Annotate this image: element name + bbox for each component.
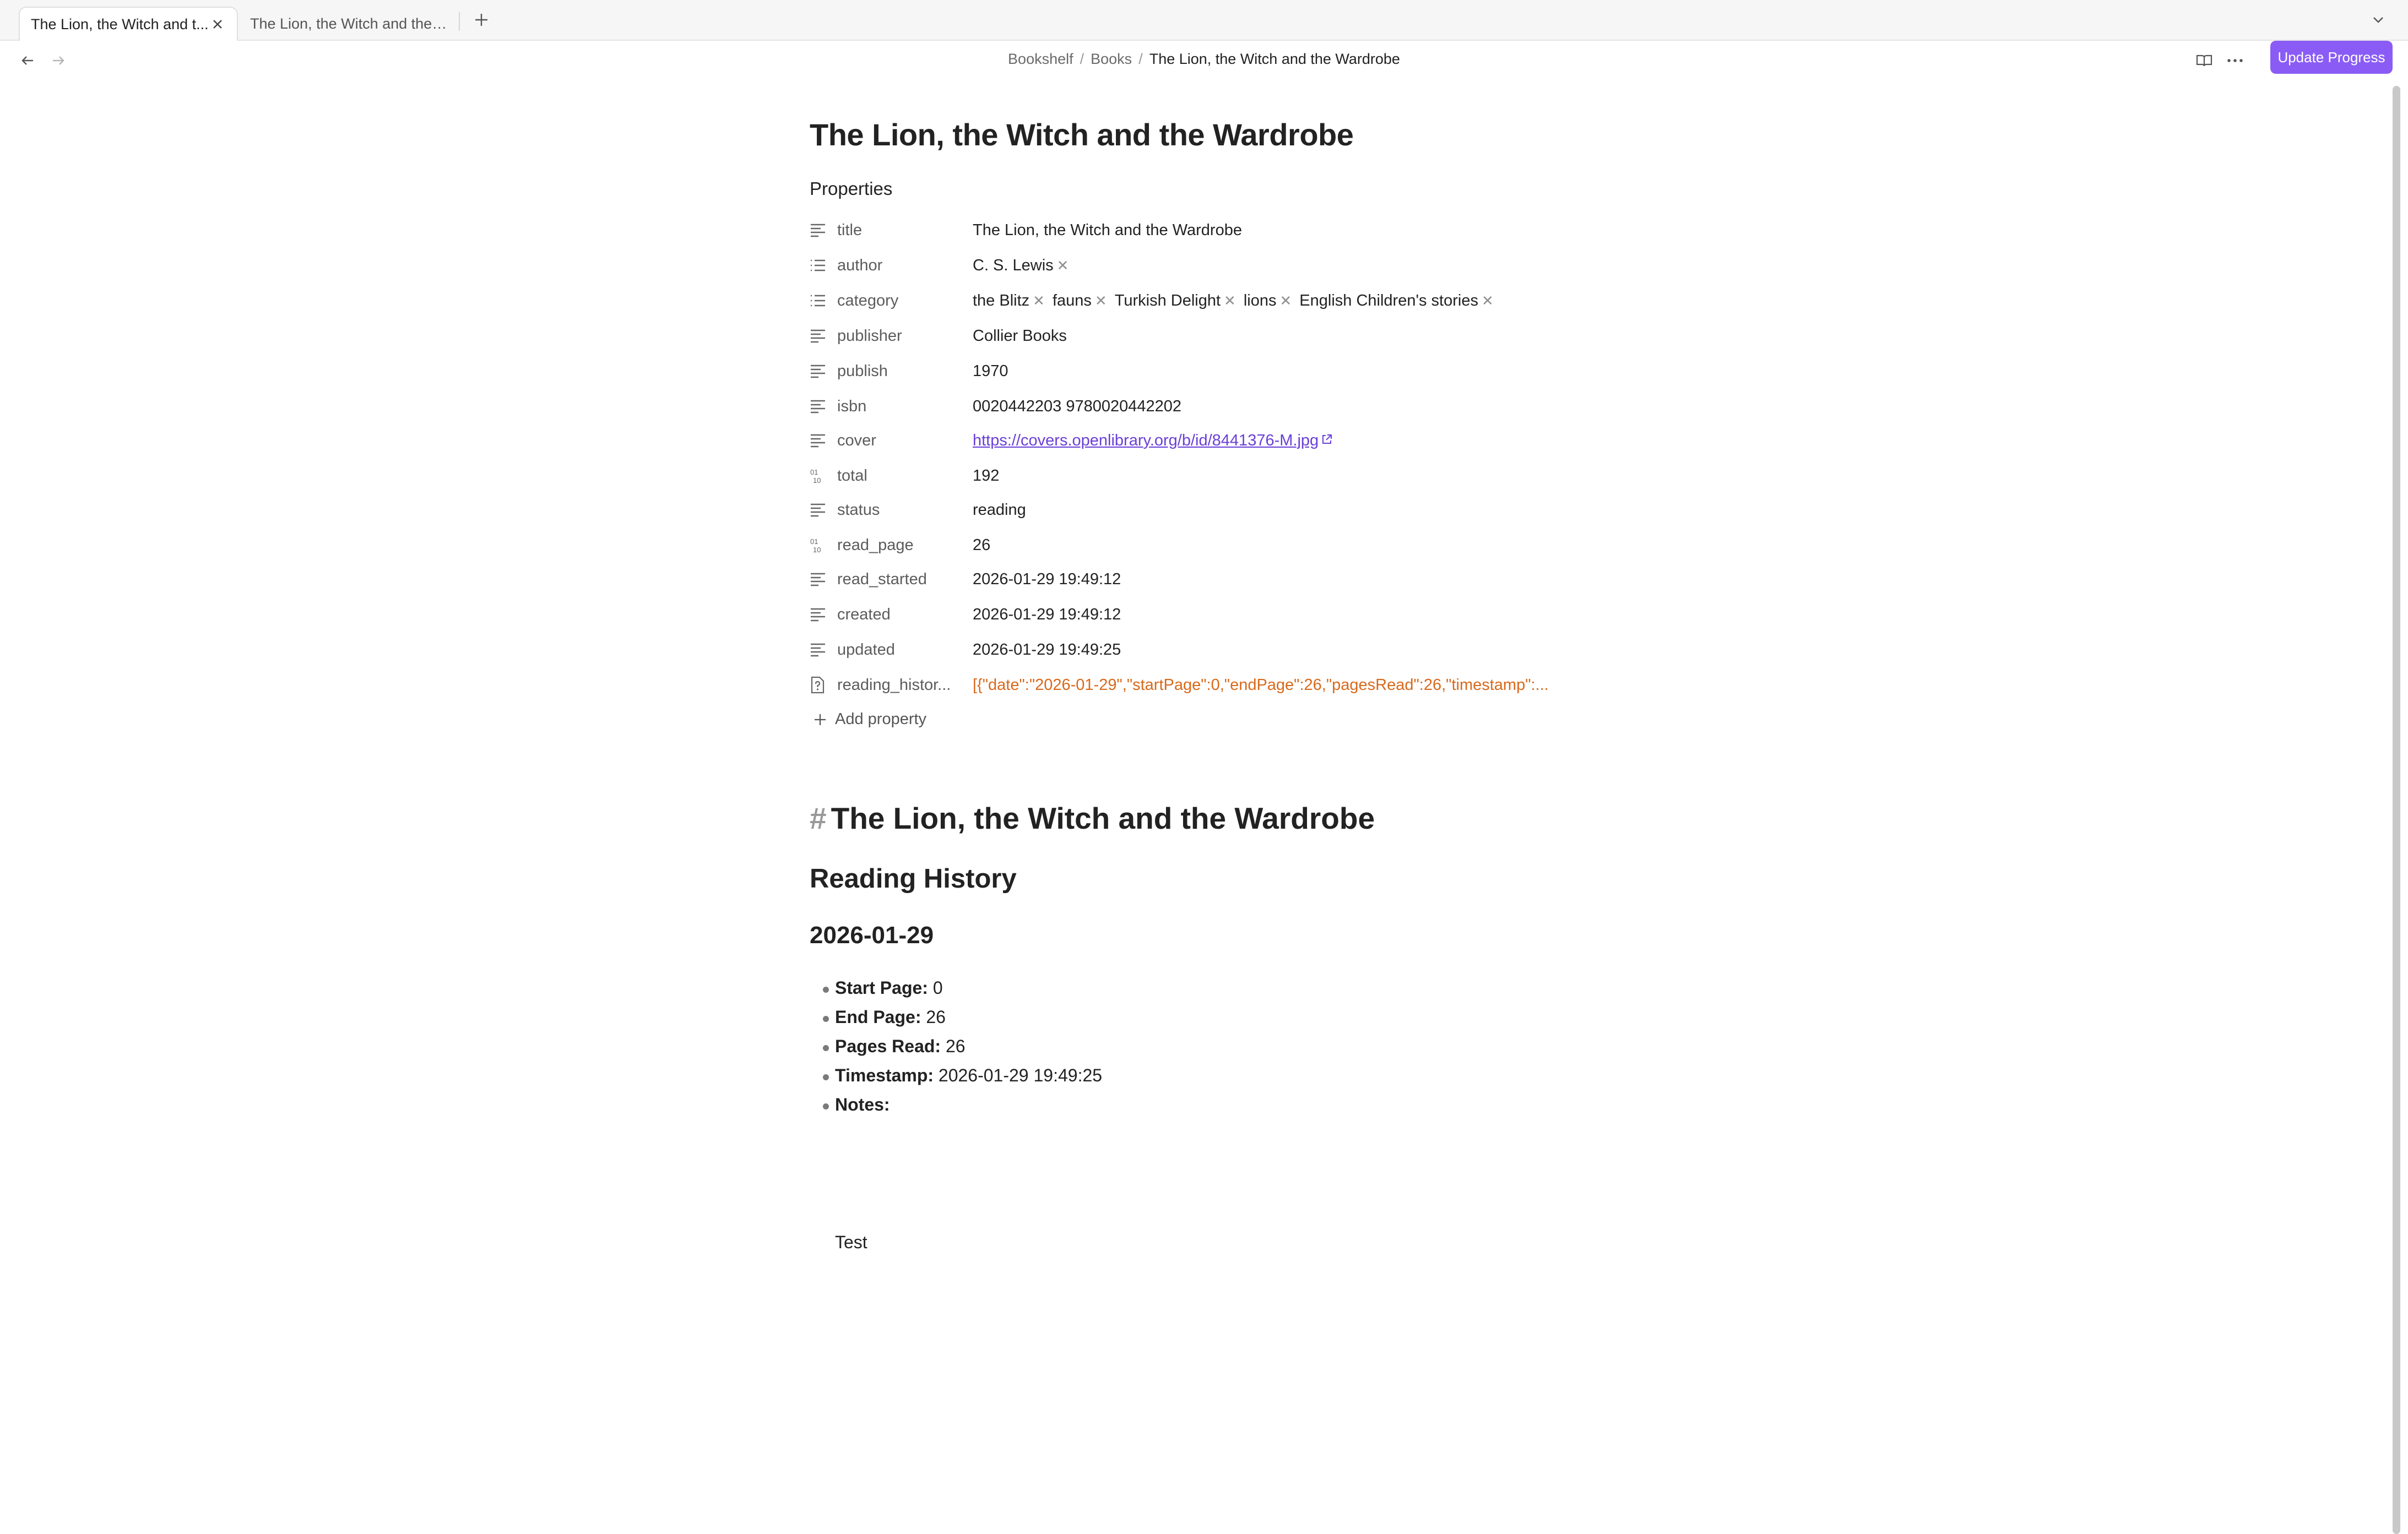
text-lines-icon xyxy=(810,325,832,347)
plus-icon[interactable] xyxy=(469,8,493,32)
property-row-publish[interactable] xyxy=(810,355,1636,388)
unknown-file-icon xyxy=(810,674,832,696)
property-name: read_started xyxy=(837,570,927,588)
breadcrumb-bookshelf[interactable]: Bookshelf xyxy=(1008,51,1073,67)
property-row-author[interactable] xyxy=(810,249,1636,282)
list-icon xyxy=(810,290,832,312)
list-item-label: Pages Read: xyxy=(835,1036,941,1056)
list-item-value: 2026-01-29 19:49:25 xyxy=(934,1065,1103,1085)
property-row-read-page[interactable] xyxy=(810,529,1636,562)
property-name: cover xyxy=(837,431,876,449)
property-value[interactable]: 0020442203 9780020442202 xyxy=(973,397,1182,415)
reading-history-list xyxy=(810,978,1102,1124)
back-arrow-icon[interactable] xyxy=(14,47,41,74)
property-row-title[interactable] xyxy=(810,214,1636,247)
remove-icon[interactable]: ✕ xyxy=(1056,257,1069,274)
property-value[interactable]: reading xyxy=(973,501,1026,519)
external-link-icon[interactable] xyxy=(1321,432,1333,450)
update-progress-button[interactable]: Update Progress xyxy=(2270,41,2393,74)
property-value[interactable]: 2026-01-29 19:49:25 xyxy=(973,640,1121,659)
remove-icon[interactable]: ✕ xyxy=(1224,292,1236,309)
number-icon xyxy=(810,465,832,487)
tag-pill[interactable] xyxy=(1299,292,1493,310)
tab-label: The Lion, the Witch and the ... xyxy=(250,15,448,32)
list-item[interactable] xyxy=(810,978,1102,1007)
scrollbar-thumb[interactable] xyxy=(2393,86,2400,1534)
breadcrumb: Bookshelf / Books / The Lion, the Witch and the Wardrobe xyxy=(1008,51,1400,67)
remove-icon[interactable]: ✕ xyxy=(1094,292,1107,309)
more-options-icon[interactable] xyxy=(2222,47,2248,74)
property-name: author xyxy=(837,256,883,274)
property-name: status xyxy=(837,501,880,519)
page-title: The Lion, the Witch and the Wardrobe xyxy=(810,117,1354,152)
notes-text[interactable]: Test xyxy=(835,1232,867,1252)
property-value[interactable]: Collier Books xyxy=(973,327,1067,345)
list-item[interactable] xyxy=(810,1007,1102,1036)
plus-icon xyxy=(812,711,828,728)
document-heading-1[interactable] xyxy=(810,801,1375,836)
tag-pill[interactable] xyxy=(1053,292,1107,310)
text-lines-icon xyxy=(810,219,832,241)
property-row-isbn[interactable] xyxy=(810,390,1636,423)
scrollbar[interactable] xyxy=(2393,86,2400,1534)
view-header xyxy=(0,41,2408,81)
document-heading-2[interactable]: Reading History xyxy=(810,864,1017,894)
list-item-label: Start Page: xyxy=(835,978,928,998)
property-value[interactable]: The Lion, the Witch and the Wardrobe xyxy=(973,221,1242,239)
property-value[interactable]: 192 xyxy=(973,466,1000,485)
list-item-value: 0 xyxy=(928,978,943,998)
property-row-updated[interactable] xyxy=(810,633,1636,666)
chevron-down-icon[interactable] xyxy=(2366,8,2390,32)
heading-1-text: The Lion, the Witch and the Wardrobe xyxy=(831,801,1375,835)
text-lines-icon xyxy=(810,429,832,452)
property-name: publisher xyxy=(837,327,902,345)
add-property-button[interactable] xyxy=(812,710,926,728)
property-name: reading_histor... xyxy=(837,676,951,694)
text-lines-icon xyxy=(810,395,832,417)
list-item[interactable] xyxy=(810,1095,1102,1124)
book-open-icon[interactable] xyxy=(2191,47,2217,74)
tag-pill[interactable] xyxy=(1115,292,1236,310)
tab-divider xyxy=(459,12,460,31)
list-item-label: Timestamp: xyxy=(835,1065,934,1085)
text-lines-icon xyxy=(810,603,832,625)
tag-label: lions xyxy=(1243,291,1277,309)
property-row-cover[interactable] xyxy=(810,424,1636,457)
property-value xyxy=(973,292,1501,310)
remove-icon[interactable]: ✕ xyxy=(1481,292,1494,309)
text-lines-icon xyxy=(810,360,832,382)
list-icon xyxy=(810,254,832,276)
forward-arrow-icon[interactable] xyxy=(45,47,72,74)
svg-text:01: 01 xyxy=(810,537,818,546)
property-value[interactable]: 2026-01-29 19:49:12 xyxy=(973,570,1121,588)
property-value[interactable]: 26 xyxy=(973,536,991,554)
tag-label: fauns xyxy=(1052,291,1092,309)
property-name: read_page xyxy=(837,536,914,554)
tab-bar xyxy=(0,0,2408,41)
tab-label: The Lion, the Witch and t... xyxy=(31,15,209,32)
property-name: category xyxy=(837,291,899,309)
svg-text:10: 10 xyxy=(813,546,821,553)
tag-label: Turkish Delight xyxy=(1114,291,1221,309)
property-row-created[interactable] xyxy=(810,598,1636,631)
heading-hash-marker: # xyxy=(810,801,827,835)
add-property-label: Add property xyxy=(835,710,927,728)
remove-icon[interactable]: ✕ xyxy=(1279,292,1292,309)
property-row-read-started[interactable] xyxy=(810,563,1636,596)
property-row-reading-history[interactable] xyxy=(810,668,1636,701)
breadcrumb-current[interactable]: The Lion, the Witch and the Wardrobe xyxy=(1149,51,1400,67)
number-icon xyxy=(810,534,832,556)
tag-pill[interactable] xyxy=(973,257,1069,275)
property-name: updated xyxy=(837,640,895,659)
property-value[interactable]: [{"date":"2026-01-29","startPage":0,"endPage":26,"pagesRead":26,"timestamp":... xyxy=(973,676,1549,694)
tab-inactive[interactable] xyxy=(239,7,459,41)
property-value xyxy=(973,257,1076,275)
property-row-publisher[interactable] xyxy=(810,319,1636,352)
list-item-value: 26 xyxy=(921,1007,946,1027)
tag-label: C. S. Lewis xyxy=(973,256,1054,274)
tab-active[interactable] xyxy=(19,7,238,41)
close-icon[interactable] xyxy=(209,16,226,32)
properties-heading[interactable]: Properties xyxy=(810,178,893,199)
text-lines-icon xyxy=(810,499,832,521)
property-name: total xyxy=(837,466,867,485)
property-value xyxy=(973,432,1333,450)
list-item-label: Notes: xyxy=(835,1095,890,1114)
list-item-label: End Page: xyxy=(835,1007,921,1027)
property-name: publish xyxy=(837,362,888,380)
document-heading-3[interactable]: 2026-01-29 xyxy=(810,922,934,949)
cover-url-link[interactable]: https://covers.openlibrary.org/b/id/8441376-M.jpg xyxy=(973,431,1319,449)
tag-pill[interactable] xyxy=(1244,292,1292,310)
text-lines-icon xyxy=(810,568,832,590)
property-name: isbn xyxy=(837,397,867,415)
svg-text:01: 01 xyxy=(810,468,818,476)
property-value[interactable]: 1970 xyxy=(973,362,1008,380)
property-name: created xyxy=(837,605,891,623)
property-value[interactable]: 2026-01-29 19:49:12 xyxy=(973,605,1121,623)
property-row-status[interactable] xyxy=(810,493,1636,526)
property-row-total[interactable] xyxy=(810,459,1636,492)
text-lines-icon xyxy=(810,639,832,661)
list-item[interactable] xyxy=(810,1036,1102,1065)
tag-label: English Children's stories xyxy=(1299,291,1478,309)
tag-label: the Blitz xyxy=(973,291,1030,309)
tag-pill[interactable] xyxy=(973,292,1045,310)
svg-text:10: 10 xyxy=(813,476,821,484)
remove-icon[interactable]: ✕ xyxy=(1033,292,1045,309)
property-row-category[interactable] xyxy=(810,284,1636,317)
list-item[interactable] xyxy=(810,1065,1102,1095)
breadcrumb-books[interactable]: Books xyxy=(1091,51,1132,67)
property-name: title xyxy=(837,221,863,239)
list-item-value: 26 xyxy=(941,1036,966,1056)
